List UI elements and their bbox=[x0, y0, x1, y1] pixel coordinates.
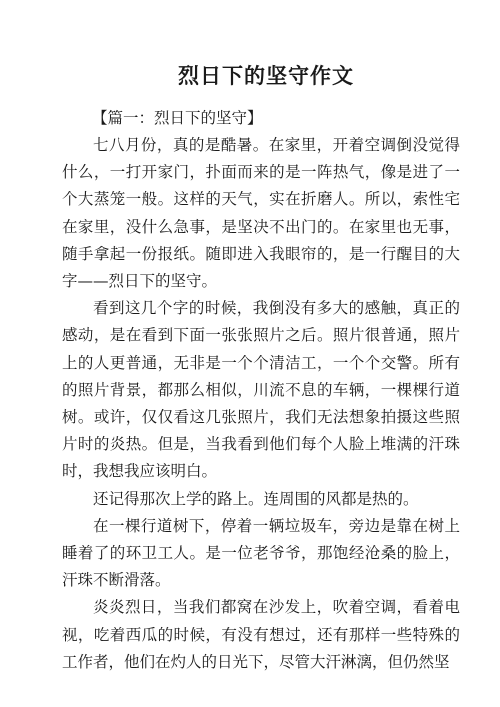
paragraph-5: 炎炎烈日，当我们都窝在沙发上，吹着空调，看着电视，吃着西瓜的时候，有没有想过，还有那样一些特殊的工作者，他们在灼人的日光下，尽管大汗淋漓，但仍然坚 bbox=[62, 598, 460, 671]
paragraph-4: 在一棵行道树下，停着一辆垃圾车，旁边是靠在树上睡着了的环卫工人。是一位老爷爷，那饱经沧桑的脸上，汗珠不断滑落。 bbox=[62, 516, 460, 590]
document-title: 烈日下的坚守作文 bbox=[178, 64, 354, 88]
section-header: 【篇一：烈日下的坚守】 bbox=[92, 109, 263, 127]
paragraph-1: 七八月份，真的是酷暑。在家里，开着空调倒没觉得什么，一打开家门，扑面而来的是一阵热气，像是进了一个大蒸笼一般。这样的天气，实在折磨人。所以，索性宅在家里，没什么急事，是坚决不出门的。在家里也无事，随手拿起一份报纸。随即进入我眼帘的，是一行醒目的大字——烈日下的坚守。 bbox=[62, 136, 460, 291]
paragraph-2: 看到这几个字的时候，我倒没有多大的感触，真正的感动，是在看到下面一张张照片之后。照片很普通，照片上的人更普通，无非是一个个清洁工，一个个交警。所有的照片背景，都那么相似，川流不息的车辆，一棵棵行道树。或许，仅仅看这几张照片，我们无法想象拍摄这些照片时的炎热。但是，当我看到他们每个人脸上堆满的汗珠时，我想我应该明白。 bbox=[62, 299, 460, 481]
paragraph-3: 还记得那次上学的路上。连周围的风都是热的。 bbox=[93, 489, 419, 508]
